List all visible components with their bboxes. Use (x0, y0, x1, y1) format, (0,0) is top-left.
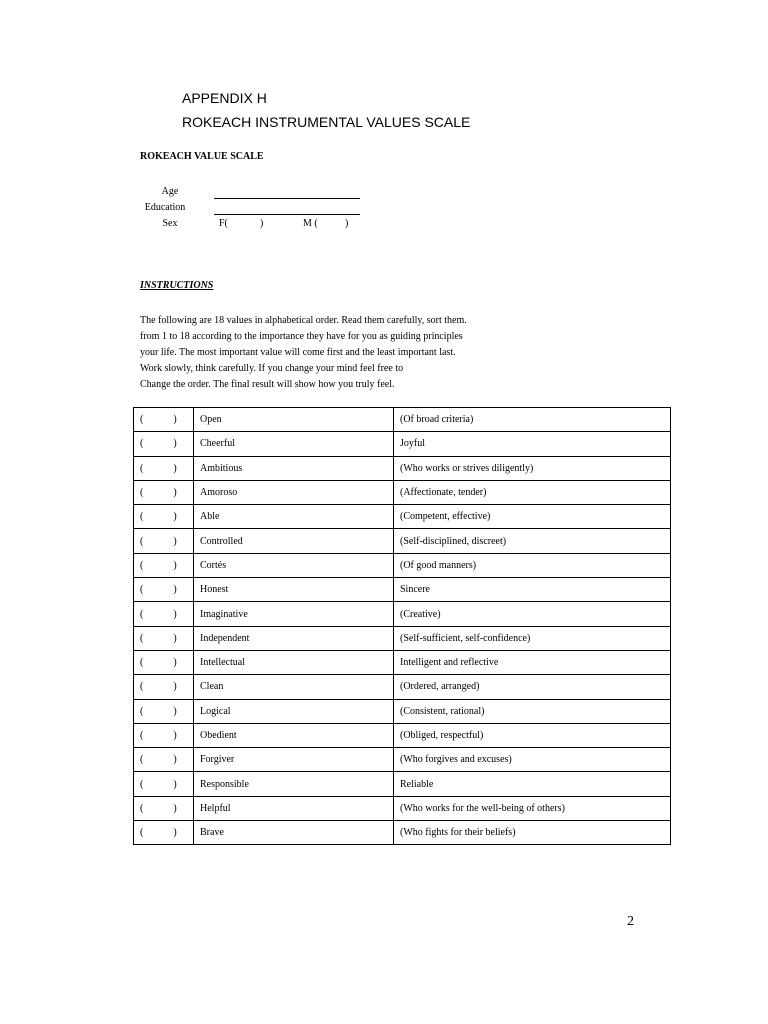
rank-input[interactable] (134, 748, 194, 772)
table-row (134, 821, 671, 845)
value-name: Intellectual (194, 650, 394, 674)
rank-input[interactable] (134, 456, 194, 480)
value-description: (Self-disciplined, discreet) (394, 529, 671, 553)
rank-open-paren: ( (140, 438, 144, 450)
education-field[interactable] (214, 214, 360, 215)
value-name: Controlled (194, 529, 394, 553)
table-row (134, 675, 671, 699)
rank-open-paren: ( (140, 511, 144, 523)
rank-close-paren: ) (173, 584, 177, 596)
table-row (134, 626, 671, 650)
rank-close-paren: ) (173, 705, 177, 717)
instructions-title: INSTRUCTIONS (140, 280, 214, 291)
table-row (134, 602, 671, 626)
value-name: Obedient (194, 723, 394, 747)
instruction-line: Change the order. The final result will show how you truly feel. (140, 379, 395, 390)
rank-open-paren: ( (140, 681, 144, 693)
rank-close-paren: ) (173, 414, 177, 426)
rank-open-paren: ( (140, 802, 144, 814)
rank-close-paren: ) (173, 535, 177, 547)
table-row (134, 432, 671, 456)
value-name: Forgiver (194, 748, 394, 772)
value-description: Reliable (394, 772, 671, 796)
value-name: Responsible (194, 772, 394, 796)
value-name: Ambitious (194, 456, 394, 480)
value-name: Able (194, 505, 394, 529)
value-name: Open (194, 408, 394, 432)
rank-close-paren: ) (173, 730, 177, 741)
instruction-line: your life. The most important value will come first and the least important last. (140, 347, 456, 358)
instructions-text (140, 313, 560, 393)
rank-input[interactable] (134, 796, 194, 820)
table-row (134, 796, 671, 820)
table-row (134, 748, 671, 772)
values-table (133, 407, 671, 845)
value-description: (Consistent, rational) (394, 699, 671, 723)
rank-close-paren: ) (173, 778, 177, 790)
rank-close-paren: ) (173, 511, 177, 523)
rank-open-paren: ( (140, 657, 144, 669)
value-description: (Self-sufficient, self-confidence) (394, 626, 671, 650)
rank-input[interactable] (134, 529, 194, 553)
value-description: (Competent, effective) (394, 505, 671, 529)
value-name: Cortés (194, 553, 394, 577)
table-row (134, 456, 671, 480)
rank-input[interactable] (134, 432, 194, 456)
value-description: Intelligent and reflective (394, 650, 671, 674)
rank-open-paren: ( (140, 414, 144, 426)
value-description: (Of good manners) (394, 553, 671, 577)
rank-close-paren: ) (173, 827, 177, 839)
age-label: Age (161, 186, 179, 197)
table-row (134, 650, 671, 674)
instruction-line: Work slowly, think carefully. If you change your mind feel free to (140, 363, 404, 374)
rank-input[interactable] (134, 505, 194, 529)
instruction-line: from 1 to 18 according to the importance they have for you as guiding principles (140, 331, 463, 342)
rank-close-paren: ) (173, 462, 177, 474)
value-name: Cheerful (194, 432, 394, 456)
rank-open-paren: ( (140, 730, 144, 741)
value-name: Imaginative (194, 602, 394, 626)
rank-close-paren: ) (173, 608, 177, 620)
scale-title: ROKEACH VALUE SCALE (140, 151, 264, 162)
rank-open-paren: ( (140, 754, 144, 766)
sex-female-option[interactable]: F( (219, 218, 228, 229)
rank-close-paren: ) (173, 681, 177, 693)
rank-input[interactable] (134, 675, 194, 699)
education-label: Education (144, 202, 186, 213)
rank-input[interactable] (134, 723, 194, 747)
table-row (134, 505, 671, 529)
rank-input[interactable] (134, 602, 194, 626)
rank-close-paren: ) (173, 487, 177, 499)
rank-input[interactable] (134, 480, 194, 504)
value-description: Sincere (394, 578, 671, 602)
rank-open-paren: ( (140, 535, 144, 547)
rank-close-paren: ) (173, 438, 177, 450)
rank-input[interactable] (134, 772, 194, 796)
table-row (134, 723, 671, 747)
rank-close-paren: ) (173, 802, 177, 814)
value-description: (Who fights for their beliefs) (394, 821, 671, 845)
rank-open-paren: ( (140, 487, 144, 499)
value-description: (Creative) (394, 602, 671, 626)
sex-male-option[interactable]: M ( (303, 218, 318, 229)
rank-input[interactable] (134, 578, 194, 602)
value-description: Joyful (394, 432, 671, 456)
value-description: (Affectionate, tender) (394, 480, 671, 504)
rank-open-paren: ( (140, 608, 144, 620)
rank-open-paren: ( (140, 705, 144, 717)
rank-open-paren: ( (140, 632, 144, 644)
rank-input[interactable] (134, 821, 194, 845)
rank-input[interactable] (134, 408, 194, 432)
table-row (134, 480, 671, 504)
sex-female-close: ) (260, 218, 264, 229)
value-description: (Who works or strives diligently) (394, 456, 671, 480)
values-table-body (134, 408, 671, 845)
age-field[interactable] (214, 198, 360, 199)
document-title: ROKEACH INSTRUMENTAL VALUES SCALE (182, 114, 471, 130)
rank-close-paren: ) (173, 657, 177, 669)
instruction-line: The following are 18 values in alphabetical order. Read them carefully, sort them. (140, 315, 467, 326)
rank-close-paren: ) (173, 754, 177, 766)
rank-input[interactable] (134, 650, 194, 674)
table-row (134, 553, 671, 577)
table-row (134, 529, 671, 553)
appendix-label: APPENDIX H (182, 90, 267, 106)
table-row (134, 772, 671, 796)
table-row (134, 578, 671, 602)
sex-male-close: ) (345, 218, 349, 229)
value-description: (Obliged, respectful) (394, 723, 671, 747)
value-description: (Of broad criteria) (394, 408, 671, 432)
rank-close-paren: ) (173, 559, 177, 571)
rank-open-paren: ( (140, 559, 144, 571)
rank-open-paren: ( (140, 584, 144, 596)
value-name: Logical (194, 699, 394, 723)
rank-open-paren: ( (140, 778, 144, 790)
rank-close-paren: ) (173, 632, 177, 644)
value-name: Amoroso (194, 480, 394, 504)
value-name: Clean (194, 675, 394, 699)
value-name: Helpful (194, 796, 394, 820)
value-description: (Who forgives and excuses) (394, 748, 671, 772)
page-number: 2 (627, 914, 634, 929)
rank-input[interactable] (134, 699, 194, 723)
rank-open-paren: ( (140, 827, 144, 839)
value-name: Honest (194, 578, 394, 602)
value-name: Brave (194, 821, 394, 845)
value-name: Independent (194, 626, 394, 650)
table-row (134, 699, 671, 723)
value-description: (Who works for the well-being of others) (394, 796, 671, 820)
sex-label: Sex (162, 218, 178, 229)
value-description: (Ordered, arranged) (394, 675, 671, 699)
table-row (134, 408, 671, 432)
rank-input[interactable] (134, 626, 194, 650)
rank-open-paren: ( (140, 462, 144, 474)
rank-input[interactable] (134, 553, 194, 577)
